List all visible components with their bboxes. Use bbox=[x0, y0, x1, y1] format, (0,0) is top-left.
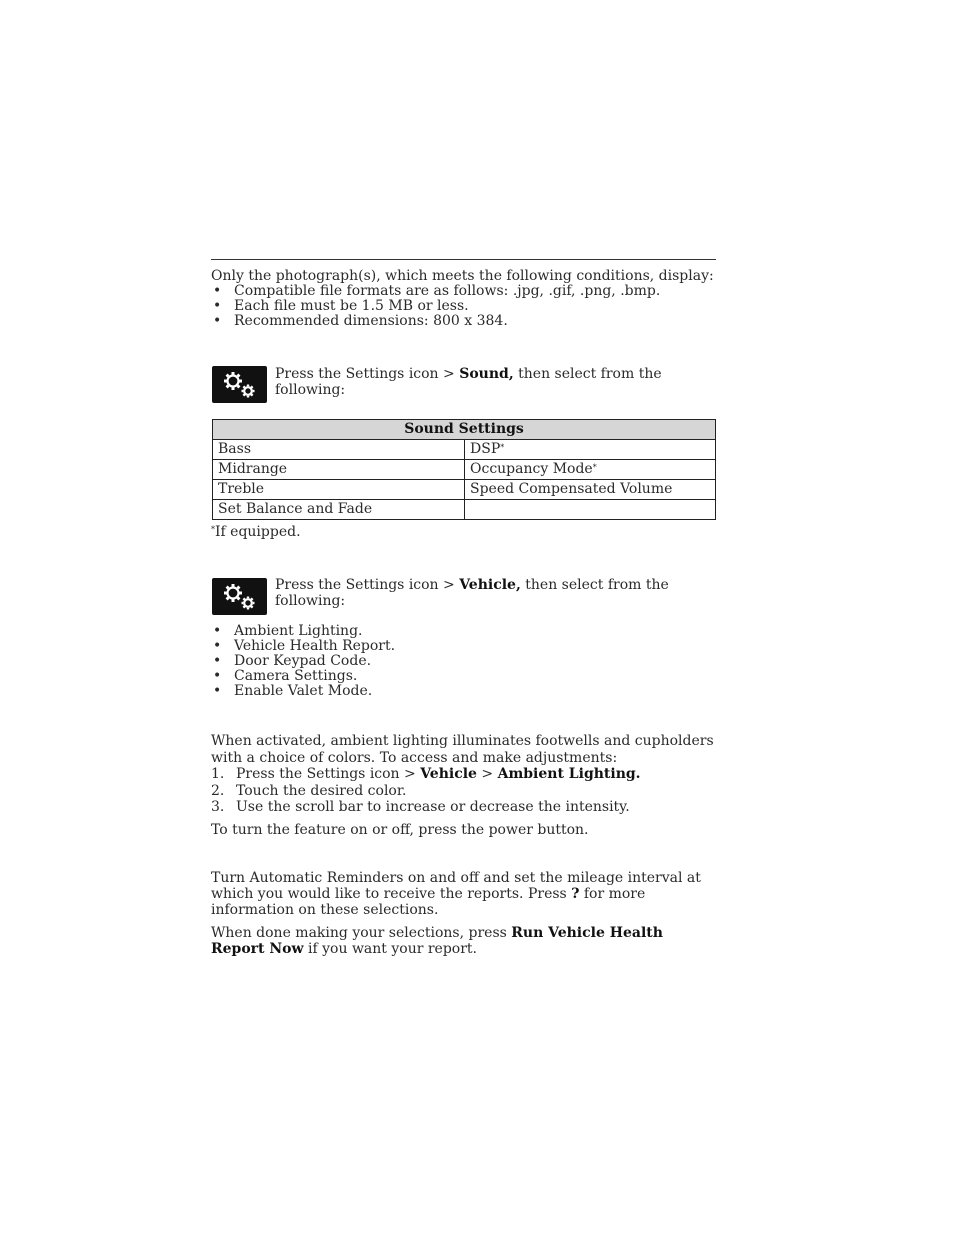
table-cell: Treble bbox=[213, 480, 465, 500]
table-cell: DSP* bbox=[465, 440, 716, 460]
footnote-marker: * bbox=[592, 463, 597, 472]
table-header: Sound Settings bbox=[213, 420, 716, 440]
settings-gears-icon bbox=[212, 578, 267, 615]
vehicle-options-list bbox=[211, 624, 716, 699]
ambient-outro: To turn the feature on or off, press the power button. bbox=[211, 821, 589, 838]
list-item: • Door Keypad Code. bbox=[211, 654, 716, 669]
list-item: 1. Press the Settings icon > Vehicle > Ambient Lighting. bbox=[211, 766, 641, 782]
table-footnote: *If equipped. bbox=[211, 524, 301, 540]
table-row bbox=[213, 460, 716, 480]
vehicle-options bbox=[211, 624, 716, 699]
table-cell bbox=[465, 500, 716, 520]
list-item: • Camera Settings. bbox=[211, 669, 716, 684]
ambient-lighting-section bbox=[211, 733, 716, 838]
table-cell: Occupancy Mode* bbox=[465, 460, 716, 480]
photo-intro: Only the photograph(s), which meets the following conditions, display: bbox=[211, 268, 714, 284]
health-p1: Turn Automatic Reminders on and off and set the mileage interval at which you would like to receive the reports. Press ? for more information on these selections. bbox=[211, 870, 701, 918]
list-item: • Ambient Lighting. bbox=[211, 624, 716, 639]
list-item: • Recommended dimensions: 800 x 384. bbox=[211, 314, 716, 329]
table-row bbox=[213, 500, 716, 520]
table-row bbox=[213, 440, 716, 460]
top-rule bbox=[211, 259, 716, 260]
health-p2: When done making your selections, press Run Vehicle Health Report Now if you want your report. bbox=[211, 925, 663, 957]
photo-conditions bbox=[211, 269, 716, 329]
table-row bbox=[213, 480, 716, 500]
vehicle-instruction: Press the Settings icon > Vehicle, then select from the following: bbox=[275, 577, 669, 609]
list-item: 2. Touch the desired color. bbox=[211, 782, 407, 799]
table-cell: Speed Compensated Volume bbox=[465, 480, 716, 500]
list-item: • Enable Valet Mode. bbox=[211, 684, 716, 699]
table-cell: Midrange bbox=[213, 460, 465, 480]
sound-label: Sound, bbox=[459, 366, 514, 382]
health-report-section bbox=[211, 870, 716, 957]
photo-conditions-list bbox=[211, 284, 716, 329]
sound-settings-table bbox=[212, 419, 716, 520]
footnote-marker: * bbox=[500, 443, 505, 452]
table-cell: Bass bbox=[213, 440, 465, 460]
table-cell: Set Balance and Fade bbox=[213, 500, 465, 520]
sound-instruction: Press the Settings icon > Sound, then select from the following: bbox=[275, 366, 662, 398]
list-item: 3. Use the scroll bar to increase or decrease the intensity. bbox=[211, 799, 630, 815]
table-header-row bbox=[213, 420, 716, 440]
vehicle-label: Vehicle, bbox=[459, 577, 521, 593]
settings-gears-icon bbox=[212, 366, 267, 403]
list-item: • Vehicle Health Report. bbox=[211, 639, 716, 654]
list-item: • Compatible file formats are as follows: .jpg, .gif, .png, .bmp. bbox=[211, 284, 716, 299]
ambient-intro: When activated, ambient lighting illuminates footwells and cupholders with a choice of colors. To access and make adjustments: bbox=[211, 733, 714, 766]
ambient-steps bbox=[211, 766, 716, 816]
list-item: • Each file must be 1.5 MB or less. bbox=[211, 299, 716, 314]
